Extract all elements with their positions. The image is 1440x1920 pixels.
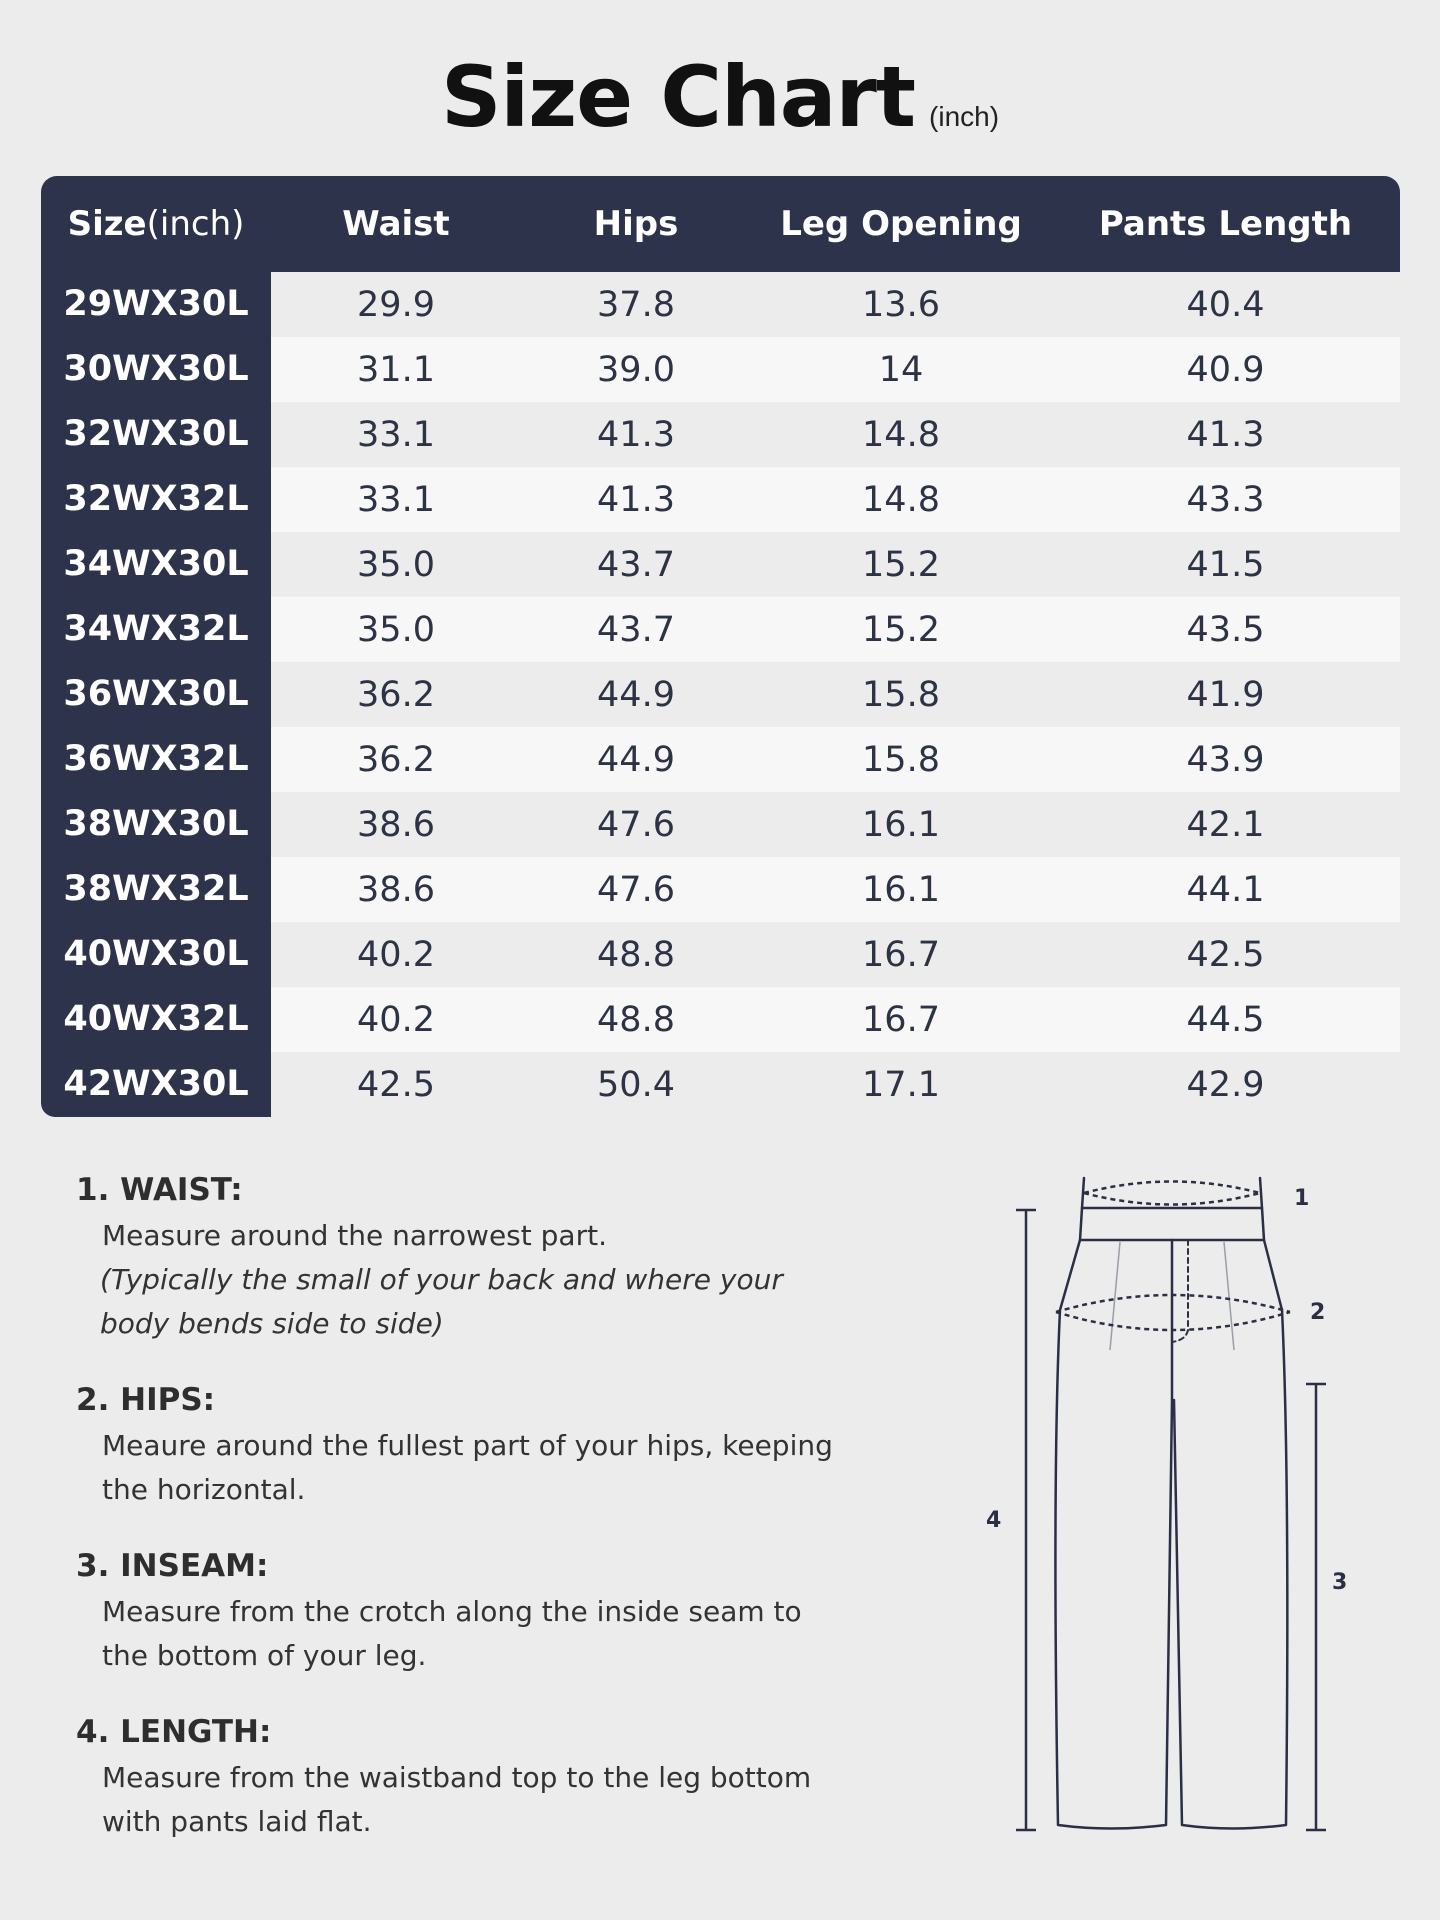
size-cell: 36WX32L: [41, 727, 271, 792]
measurement-instructions: [76, 1172, 896, 1880]
note-hips-line-1: Meaure around the fullest part of your hips, keeping: [102, 1429, 833, 1462]
leg-opening-cell: 14.8: [862, 414, 940, 455]
table-row: [41, 467, 1400, 532]
leg-opening-cell: 15.2: [862, 609, 940, 650]
fly-stitch: [1172, 1240, 1188, 1342]
leg-opening-cell: 15.8: [862, 674, 940, 715]
header-leg-opening: Leg Opening: [780, 204, 1022, 244]
diagram-label-3: 3: [1332, 1570, 1348, 1595]
note-length: [76, 1714, 896, 1844]
header-size-unit: (inch): [146, 204, 245, 244]
hips-cell: 48.8: [597, 999, 675, 1040]
waist-cell: 42.5: [357, 1064, 435, 1105]
pants-length-cell: 42.9: [1186, 1064, 1265, 1105]
diagram-label-2: 2: [1310, 1300, 1326, 1325]
waist-measure-line: [1084, 1182, 1260, 1205]
hips-cell: 39.0: [597, 349, 675, 390]
leg-opening-cell: 14.8: [862, 479, 940, 520]
table-row: [41, 662, 1400, 727]
table-header-row: [41, 176, 1400, 272]
note-waist: [76, 1172, 896, 1346]
size-cell: 32WX32L: [41, 467, 271, 532]
note-length-line-1: Measure from the waistband top to the leg bottom: [102, 1761, 812, 1794]
hips-cell: 41.3: [597, 414, 675, 455]
leg-opening-cell: 16.7: [862, 999, 940, 1040]
note-waist-title: 1. WAIST:: [76, 1172, 243, 1208]
note-inseam: [76, 1548, 896, 1678]
leg-opening-cell: 16.7: [862, 934, 940, 975]
waist-cell: 35.0: [357, 609, 435, 650]
pants-outline: [1055, 1178, 1287, 1829]
hips-cell: 48.8: [597, 934, 675, 975]
size-cell: 42WX30L: [41, 1052, 271, 1117]
diagram-label-1: 1: [1294, 1186, 1310, 1211]
table-row: [41, 987, 1400, 1052]
table-row: [41, 272, 1400, 337]
note-inseam-title: 3. INSEAM:: [76, 1548, 269, 1584]
leg-opening-cell: 13.6: [862, 284, 940, 325]
note-inseam-line-1: Measure from the crotch along the inside seam to: [102, 1595, 802, 1628]
waistband: [1080, 1208, 1264, 1240]
note-inseam-line-2: the bottom of your leg.: [102, 1639, 427, 1672]
header-pants-length: Pants Length: [1098, 204, 1353, 244]
hips-cell: 47.6: [597, 804, 675, 845]
waist-cell: 33.1: [357, 414, 435, 455]
table-row: [41, 532, 1400, 597]
page-title: Size Chart: [440, 48, 916, 146]
size-cell: 29WX30L: [41, 272, 271, 337]
note-hips-line-2: the horizontal.: [102, 1473, 306, 1506]
pants-length-cell: 40.4: [1186, 284, 1265, 325]
hips-cell: 50.4: [597, 1064, 675, 1105]
size-cell: 38WX32L: [41, 857, 271, 922]
header-size-label: Size: [67, 204, 147, 244]
table-row: [41, 922, 1400, 987]
pants-length-cell: 41.5: [1186, 544, 1265, 585]
leg-opening-cell: 16.1: [862, 804, 940, 845]
waist-cell: 33.1: [357, 479, 435, 520]
pants-length-cell: 43.9: [1186, 739, 1265, 780]
pants-length-cell: 44.5: [1186, 999, 1265, 1040]
title-unit: (inch): [929, 101, 1000, 132]
table-row: [41, 402, 1400, 467]
waistband-top: [1082, 1178, 1262, 1208]
size-cell: 38WX30L: [41, 792, 271, 857]
table-body: [41, 272, 1400, 1117]
table-row: [41, 792, 1400, 857]
waist-cell: 29.9: [357, 284, 435, 325]
size-cell: 32WX30L: [41, 402, 271, 467]
waist-cell: 38.6: [357, 869, 435, 910]
waist-cell: 40.2: [357, 934, 435, 975]
page-header: [0, 48, 1440, 146]
size-cell: 36WX30L: [41, 662, 271, 727]
waist-cell: 40.2: [357, 999, 435, 1040]
table-row: [41, 1052, 1400, 1117]
pants-measurement-diagram: [960, 1160, 1360, 1860]
hips-cell: 43.7: [597, 609, 675, 650]
size-cell: 30WX30L: [41, 337, 271, 402]
header-hips: Hips: [593, 204, 679, 244]
inseam-measure-line: [1306, 1384, 1326, 1830]
hips-cell: 47.6: [597, 869, 675, 910]
diagram-label-4: 4: [986, 1508, 1002, 1533]
pants-length-cell: 43.3: [1186, 479, 1265, 520]
table-row: [41, 597, 1400, 662]
pants-length-cell: 40.9: [1186, 349, 1265, 390]
leg-opening-cell: 14: [878, 349, 924, 390]
waist-cell: 31.1: [357, 349, 435, 390]
left-leg: [1055, 1240, 1172, 1829]
waist-cell: 36.2: [357, 674, 435, 715]
leg-opening-cell: 15.2: [862, 544, 940, 585]
waist-cell: 35.0: [357, 544, 435, 585]
hips-cell: 44.9: [597, 674, 675, 715]
pants-length-cell: 42.5: [1186, 934, 1265, 975]
note-hips: [76, 1382, 896, 1512]
pants-length-cell: 43.5: [1186, 609, 1265, 650]
note-length-line-2: with pants laid flat.: [102, 1805, 372, 1838]
pants-length-cell: 41.3: [1186, 414, 1265, 455]
note-length-title: 4. LENGTH:: [76, 1714, 272, 1750]
size-cell: 40WX30L: [41, 922, 271, 987]
note-waist-italic-2: body bends side to side): [100, 1307, 444, 1340]
waist-cell: 38.6: [357, 804, 435, 845]
header-size: [41, 204, 271, 244]
table-row: [41, 337, 1400, 402]
right-leg: [1174, 1240, 1287, 1829]
leg-opening-cell: 16.1: [862, 869, 940, 910]
length-measure-line: [1016, 1210, 1036, 1830]
pants-length-cell: 42.1: [1186, 804, 1265, 845]
size-cell: 34WX30L: [41, 532, 271, 597]
hips-cell: 37.8: [597, 284, 675, 325]
waist-cell: 36.2: [357, 739, 435, 780]
table-row: [41, 727, 1400, 792]
size-cell: 40WX32L: [41, 987, 271, 1052]
hips-cell: 44.9: [597, 739, 675, 780]
hips-cell: 43.7: [597, 544, 675, 585]
leg-opening-cell: 15.8: [862, 739, 940, 780]
table-row: [41, 857, 1400, 922]
note-hips-title: 2. HIPS:: [76, 1382, 216, 1418]
size-cell: 34WX32L: [41, 597, 271, 662]
leg-opening-cell: 17.1: [862, 1064, 940, 1105]
pants-length-cell: 41.9: [1186, 674, 1265, 715]
pants-length-cell: 44.1: [1186, 869, 1265, 910]
header-waist: Waist: [342, 204, 450, 244]
size-table: [41, 176, 1400, 1117]
hips-cell: 41.3: [597, 479, 675, 520]
note-waist-italic-1: (Typically the small of your back and where your: [100, 1263, 783, 1296]
note-waist-text: Measure around the narrowest part.: [102, 1219, 607, 1252]
